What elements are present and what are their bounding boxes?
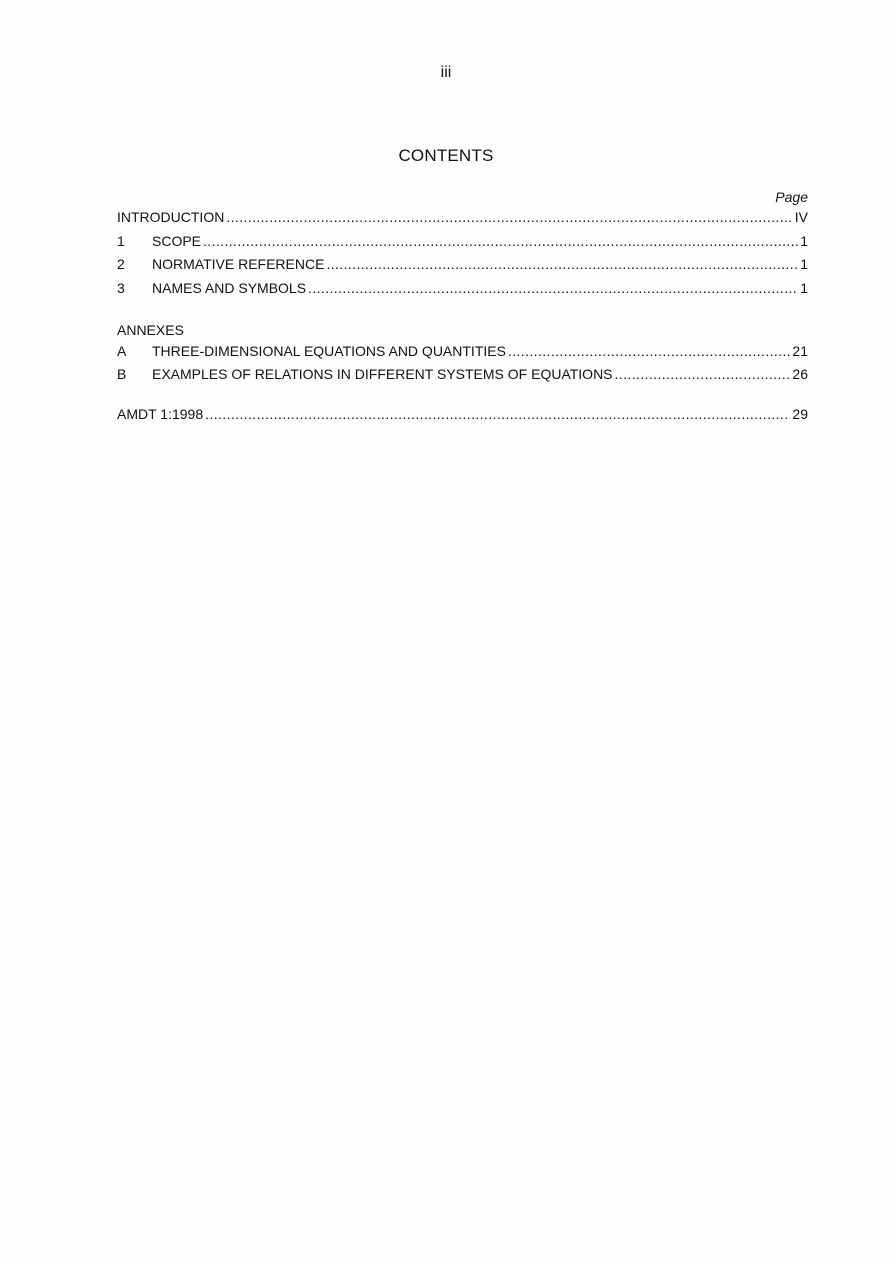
toc-leader-dots (508, 343, 790, 359)
toc-entry-page: 1 (800, 256, 808, 272)
toc-main-list (117, 209, 808, 303)
annexes-heading: ANNEXES (117, 322, 184, 338)
toc-amendment-list (117, 406, 808, 430)
page-column-label: Page (775, 189, 808, 205)
toc-entry-number: 1 (117, 232, 125, 249)
toc-entry-normative-reference[interactable] (117, 256, 808, 280)
toc-leader-dots (205, 406, 790, 422)
toc-entry-number: A (117, 342, 127, 359)
toc-entry-title: EXAMPLES OF RELATIONS IN DIFFERENT SYSTEMS OF EQUATIONS (152, 366, 613, 382)
toc-entry-title: NAMES AND SYMBOLS (152, 279, 307, 296)
toc-leader-dots (308, 280, 798, 296)
toc-entry-annex-b[interactable] (117, 366, 808, 390)
toc-leader-dots (203, 233, 798, 249)
toc-entry-number: B (117, 366, 127, 382)
toc-entry-title: THREE-DIMENSIONAL EQUATIONS AND QUANTITIES (152, 342, 506, 359)
toc-leader-dots (615, 366, 791, 382)
toc-entry-title: SCOPE (152, 232, 202, 249)
page-title: CONTENTS (398, 146, 494, 165)
toc-leader-dots (226, 209, 792, 225)
toc-entry-title: INTRODUCTION (117, 209, 225, 225)
toc-entry-page: 1 (800, 232, 808, 249)
toc-entry-title: NORMATIVE REFERENCE (152, 256, 325, 272)
toc-entry-amendment[interactable] (117, 406, 808, 430)
toc-entry-title: AMDT 1:1998 (117, 406, 204, 422)
page-number: iii (440, 64, 452, 81)
toc-entry-page: IV (794, 209, 808, 225)
toc-entry-page: 21 (792, 342, 808, 359)
toc-entry-page: 1 (800, 279, 808, 296)
toc-entry-scope[interactable] (117, 233, 808, 257)
toc-entry-introduction[interactable] (117, 209, 808, 233)
toc-entry-page: 29 (792, 406, 808, 422)
toc-entry-names-and-symbols[interactable] (117, 280, 808, 304)
toc-entry-annex-a[interactable] (117, 343, 808, 367)
toc-entry-number: 3 (117, 279, 125, 296)
toc-leader-dots (326, 256, 798, 272)
toc-entry-page: 26 (792, 366, 808, 382)
toc-annexes-list (117, 319, 808, 390)
toc-entry-number: 2 (117, 256, 125, 272)
